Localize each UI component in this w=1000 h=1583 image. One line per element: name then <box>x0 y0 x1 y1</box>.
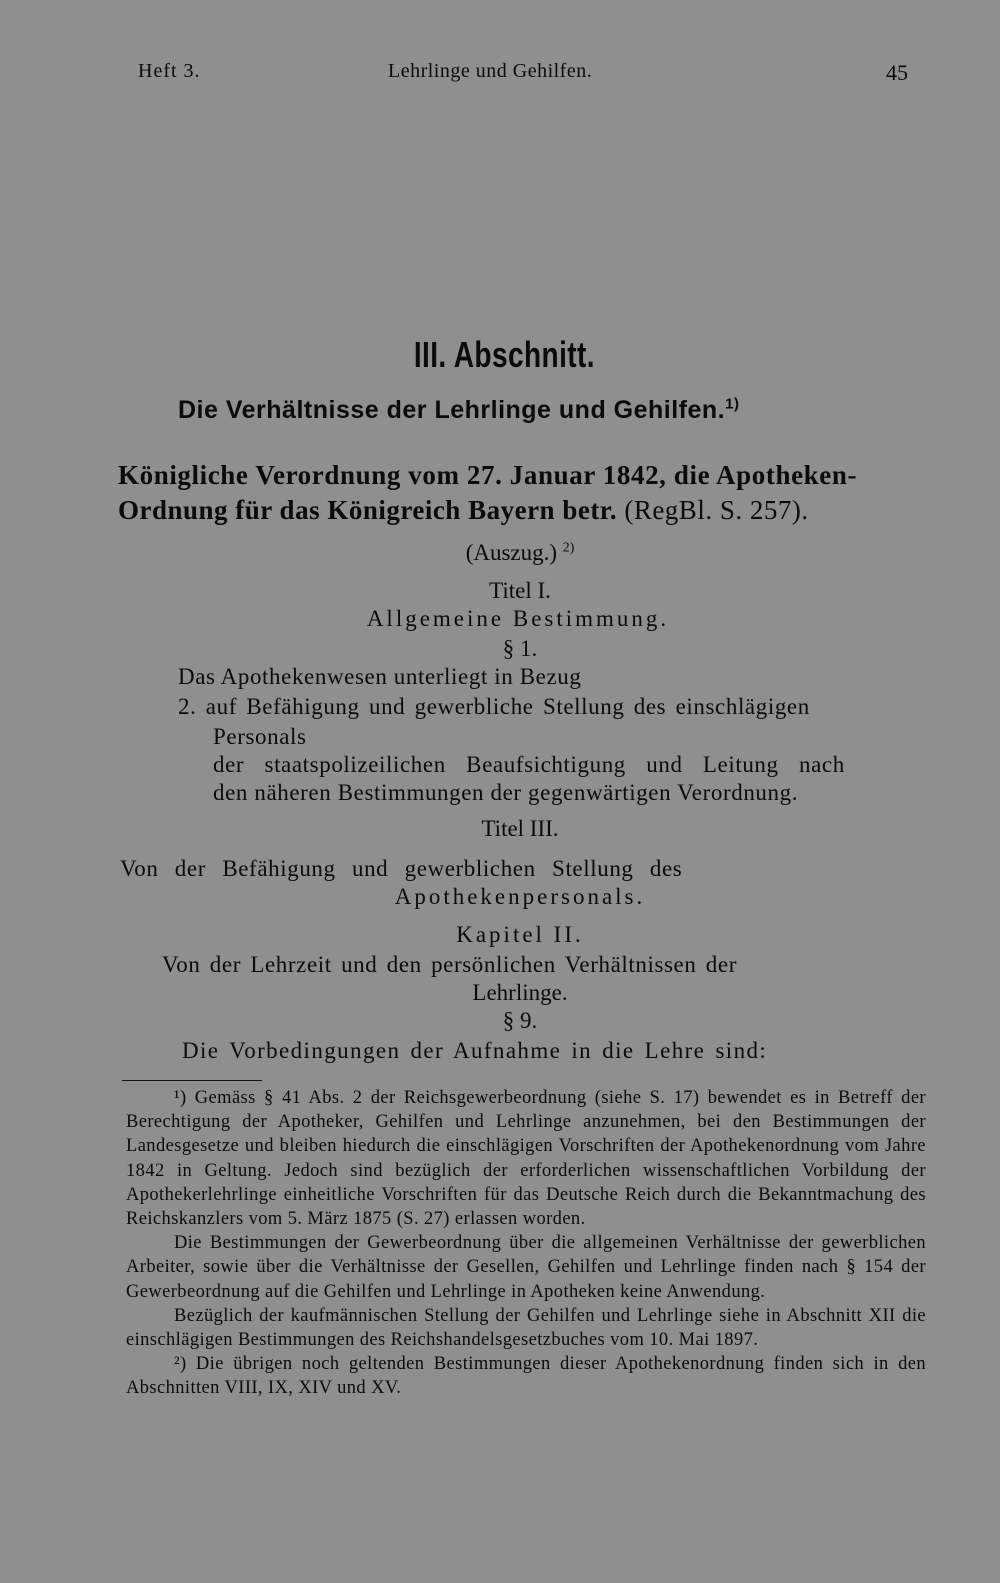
titel-3-heading-line-1: Von der Befähigung und gewerblichen Stellung des <box>120 856 683 881</box>
titel-1: Titel I. <box>489 578 551 603</box>
p1-line-4: der staatspolizeilichen Beaufsichtigung und Leitung nach <box>213 752 845 777</box>
footnote-1: ¹) Gemäss § 41 Abs. 2 der Reichsgewerbeordnung (siehe S. 17) bewendet es in Betreff der Berechtigung der Apotheker, Gehilfen und Lehrlinge anzunehmen, bei den Bestimmungen der Landesgesetze und bleiben hiedurch die einschlägigen Vorschriften der Apothekenordnung vom Jahre 1842 in Geltung. Jedoch sind bezüglich der erforderlichen wissenschaftlichen Vorbildung der Apothekerlehrlinge einheitliche Vorschriften für das Deutsche Reich durch die Bekanntmachung des Reichskanzlers vom 5. März 1875 (S. 27) erlassen worden. <box>126 1088 926 1230</box>
issue-label: Heft 3. <box>138 60 201 82</box>
decree-line-1-text: Königliche Verordnung vom 27. Januar 1842, die Apotheken- <box>118 460 858 490</box>
p1-line-3: Personals <box>213 724 307 749</box>
running-title: Lehrlinge und Gehilfen. <box>388 60 593 82</box>
footnote-1-paragraph-3: Bezüglich der kaufmännischen Stellung der Gehilfen und Lehrlinge siehe in Abschnitt XII die einschlägigen Bestimmungen des Reichshandelsgesetzbuches vom 10. Mai 1897. <box>126 1305 926 1351</box>
footnote-rule <box>122 1080 262 1081</box>
p1-line-2: 2. auf Befähigung und gewerbliche Stellung des einschlägigen <box>178 694 810 719</box>
paragraph-1-heading: § 1. <box>502 636 538 661</box>
section-title: III. Abschnitt. <box>413 334 595 375</box>
footnote-ref-1: 1) <box>725 395 740 413</box>
p1-line-5: den näheren Bestimmungen der gegenwärtigen Verordnung. <box>213 780 799 805</box>
decree-line-2 <box>118 493 928 528</box>
kapitel-2-heading-line-1: Von der Lehrzeit und den persönlichen Verhältnissen der <box>162 952 737 977</box>
titel-3: Titel III. <box>481 816 559 841</box>
footnote-2: ²) Die übrigen noch geltenden Bestimmungen dieser Apothekenordnung finden sich in den Abschnitten VIII, IX, XIV und XV. <box>126 1354 926 1399</box>
paragraph-9-heading: § 9. <box>502 1008 538 1033</box>
kapitel-2: Kapitel II. <box>456 922 584 947</box>
p9-line: Die Vorbedingungen der Aufnahme in die Lehre sind: <box>182 1038 768 1063</box>
auszug <box>0 540 1000 566</box>
kapitel-2-heading-line-2: Lehrlinge. <box>472 980 568 1005</box>
section-subtitle <box>178 396 878 425</box>
footnote-1-paragraph-2: Die Bestimmungen der Gewerbeordnung über die allgemeinen Verhältnisse der gewerblichen Arbeiter, sowie über die Verhältnisse der Gesellen, Gehilfen und Lehrlinge finden nach § 154 der Gewerbeordnung auf die Gehilfen und Lehrlinge in Apotheken keine Anwendung. <box>126 1233 926 1302</box>
running-head <box>0 60 1000 90</box>
p1-line-1: Das Apothekenwesen unterliegt in Bezug <box>178 664 582 689</box>
section-subtitle-text: Die Verhältnisse der Lehrlinge und Gehilfen. <box>178 396 726 424</box>
footnote-ref-2: 2) <box>562 539 575 555</box>
page-number: 45 <box>886 60 908 85</box>
auszug-text: (Auszug.) <box>465 540 558 565</box>
decree-heading <box>118 458 928 528</box>
footnotes <box>126 1086 926 1401</box>
titel-3-heading-line-2: Apothekenpersonals. <box>394 884 646 909</box>
decree-line-2-bold: Ordnung für das Königreich Bayern betr. <box>118 495 618 525</box>
decree-line-1 <box>118 458 928 493</box>
allgemeine-bestimmung: Allgemeine Bestimmung. <box>366 606 670 631</box>
decree-line-2-rest: (RegBl. S. 257). <box>617 495 809 525</box>
